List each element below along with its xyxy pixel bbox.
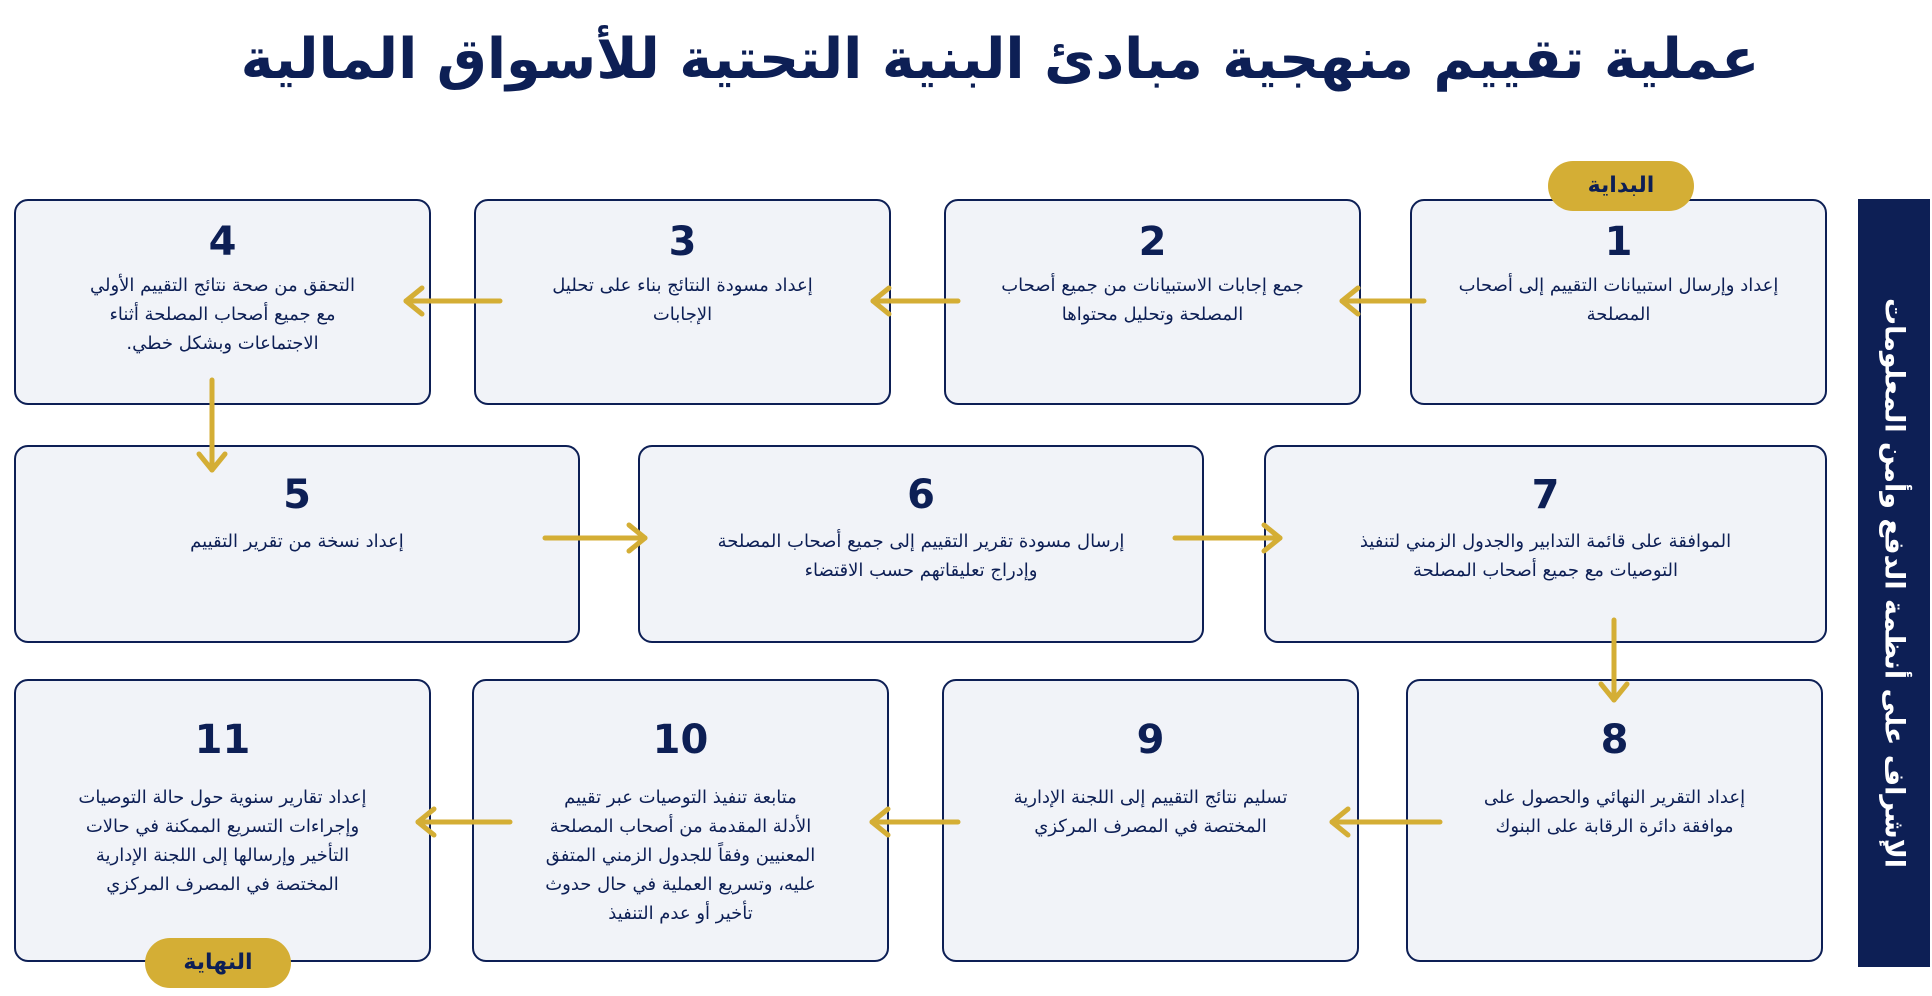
step-number: 5 [283, 472, 311, 518]
step-box-6 [638, 445, 1204, 643]
step-line: مع جميع أصحاب المصلحة أثناء [109, 304, 336, 325]
step-number: 6 [907, 472, 935, 518]
step-box-2 [944, 199, 1361, 405]
step-line: المصلحة [1586, 304, 1651, 325]
step-line: تأخير أو عدم التنفيذ [608, 903, 753, 924]
step-line: إعداد وإرسال استبيانات التقييم إلى أصحاب [1458, 275, 1779, 296]
step-description [966, 783, 1335, 841]
step-description [1430, 783, 1799, 841]
step-description [38, 271, 407, 358]
step-line: وإدراج تعليقاتهم حسب الاقتضاء [804, 560, 1038, 581]
step-line: التأخير وإرسالها إلى اللجنة الإدارية [95, 845, 350, 866]
side-banner-label: الإشراف على أنظمة الدفع وأمن المعلومات [1878, 297, 1910, 869]
start-badge: البداية [1548, 161, 1694, 211]
step-line: جمع إجابات الاستبيانات من جميع أصحاب [1001, 275, 1304, 296]
step-line: الأدلة المقدمة من أصحاب المصلحة [549, 816, 812, 837]
step-line: المختصة في المصرف المركزي [1034, 816, 1267, 837]
step-line: إعداد مسودة النتائج بناء على تحليل [552, 275, 813, 296]
step-number: 11 [194, 717, 251, 763]
step-box-3 [474, 199, 891, 405]
step-description [496, 783, 865, 928]
step-line: متابعة تنفيذ التوصيات عبر تقييم [564, 787, 797, 808]
page-title: عملية تقييم منهجية مبادئ البنية التحتية للأسواق المالية [240, 27, 1760, 92]
step-line: موافقة دائرة الرقابة على البنوك [1495, 816, 1734, 837]
step-number: 3 [668, 219, 697, 265]
step-description [1288, 527, 1803, 585]
step-box-11 [14, 679, 431, 962]
step-line: المعنيين وفقاً للجدول الزمني المتفق [545, 845, 816, 866]
step-line: التحقق من صحة نتائج التقييم الأولي [89, 275, 356, 296]
step-line: إعداد نسخة من تقرير التقييم [190, 531, 404, 552]
step-description [662, 527, 1180, 585]
step-line: تسليم نتائج التقييم إلى اللجنة الإدارية [1013, 787, 1288, 808]
step-box-7 [1264, 445, 1827, 643]
step-description [38, 527, 556, 556]
step-line: الإجابات [652, 304, 713, 325]
step-line: وإجراءات التسريع الممكنة في حالات [85, 816, 360, 837]
step-line: التوصيات مع جميع أصحاب المصلحة [1412, 560, 1679, 581]
step-line: الموافقة على قائمة التدابير والجدول الزمني لتنفيذ [1359, 531, 1732, 552]
step-box-10 [472, 679, 889, 962]
step-box-4 [14, 199, 431, 405]
step-box-5 [14, 445, 580, 643]
step-number: 2 [1138, 219, 1167, 265]
step-description [498, 271, 867, 329]
step-description [38, 783, 407, 899]
step-line: إعداد التقرير النهائي والحصول على [1483, 787, 1746, 808]
step-box-1 [1410, 199, 1827, 405]
step-box-9 [942, 679, 1359, 962]
step-number: 4 [208, 219, 237, 265]
step-description [968, 271, 1337, 329]
end-badge: النهاية [145, 938, 291, 988]
step-line: المختصة في المصرف المركزي [106, 874, 339, 895]
step-number: 1 [1604, 219, 1633, 265]
step-number: 10 [652, 717, 709, 763]
step-line: إرسال مسودة تقرير التقييم إلى جميع أصحاب المصلحة [717, 531, 1125, 552]
step-number: 8 [1600, 717, 1629, 763]
step-line: الاجتماعات وبشكل خطي. [126, 333, 319, 354]
step-description [1434, 271, 1803, 329]
step-box-8 [1406, 679, 1823, 962]
step-number: 9 [1136, 717, 1165, 763]
step-line: إعداد تقارير سنوية حول حالة التوصيات [78, 787, 367, 808]
step-line: عليه، وتسريع العملية في حال حدوث [545, 874, 816, 895]
side-banner [1858, 199, 1930, 967]
step-number: 7 [1531, 472, 1560, 518]
step-line: المصلحة وتحليل محتواها [1061, 304, 1244, 325]
